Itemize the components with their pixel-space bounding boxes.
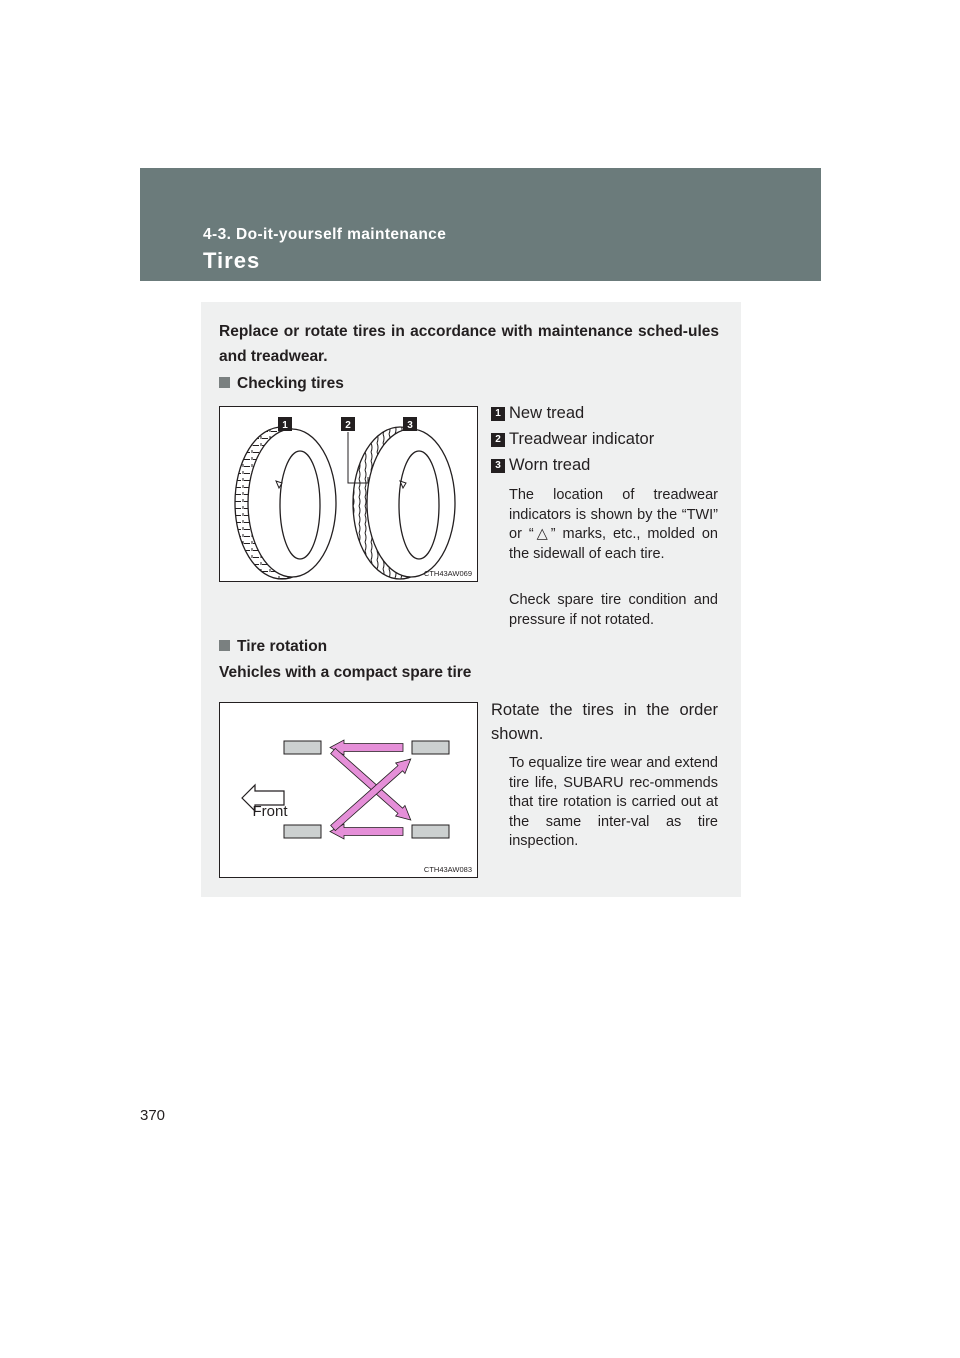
- rotation-figure-code: CTH43AW083: [423, 865, 472, 874]
- callout-2-label: 2: [345, 420, 351, 431]
- callout-2: [341, 417, 355, 431]
- front-left-tire: [284, 741, 321, 754]
- section-label: 4-3. Do-it-yourself maintenance: [203, 226, 447, 243]
- tire-rotation-heading-text: Tire rotation: [237, 638, 328, 655]
- legend-label: Worn tread: [509, 456, 591, 474]
- square-bullet-icon: [219, 377, 230, 388]
- compact-spare-subheading: Vehicles with a compact spare tire: [219, 664, 472, 681]
- checking-tires-heading: [219, 375, 344, 393]
- square-bullet-icon: [219, 640, 230, 651]
- treadwear-note: The location of treadwear indicators is shown by the “TWI” or “△” marks, etc., molded on the sidewall of each tire.: [509, 487, 718, 562]
- intro-text: Replace or rotate tires in accordance with maintenance sched-ules and treadwear.: [219, 323, 719, 365]
- tire-rotation-figure: [219, 702, 478, 878]
- callout-3: [403, 417, 417, 431]
- legend-item-new-tread: [491, 404, 584, 423]
- rotation-diagram: [220, 703, 477, 877]
- tire-figure-code: CTH43AW069: [423, 569, 472, 578]
- front-right-tire: [284, 825, 321, 838]
- callout-1-label: 1: [282, 420, 288, 431]
- tire-tread-figure: [219, 406, 478, 582]
- rear-to-front-arrow-bottom: [330, 824, 403, 839]
- checking-tires-heading-text: Checking tires: [237, 375, 344, 392]
- callout-3-label: 3: [407, 420, 413, 431]
- number-3-icon: 3: [491, 459, 505, 473]
- rotation-instruction: Rotate the tires in the order shown.: [491, 701, 718, 743]
- header-band: [140, 168, 821, 281]
- rear-left-tire: [412, 741, 449, 754]
- legend-label: New tread: [509, 404, 585, 422]
- legend-label: Treadwear indicator: [509, 430, 655, 448]
- spare-tire-note: Check spare tire condition and pressure if not rotated.: [509, 592, 718, 628]
- number-1-icon: 1: [491, 407, 505, 421]
- rotation-arrows: [328, 740, 415, 839]
- rotation-note: To equalize tire wear and extend tire life, SUBARU rec-ommends that tire rotation is carried out at the same inter-val as tire inspection.: [509, 755, 718, 849]
- page-number: 370: [140, 1107, 166, 1124]
- page-title: Tires: [203, 248, 261, 273]
- legend-item-worn-tread: [491, 456, 590, 475]
- rear-to-front-arrow-top: [330, 740, 403, 755]
- rear-right-tire: [412, 825, 449, 838]
- front-label: Front: [252, 803, 288, 820]
- callout-1: [278, 417, 292, 431]
- number-2-icon: 2: [491, 433, 505, 447]
- diagonal-arrow-down: [328, 746, 415, 826]
- tire-rotation-heading: [219, 638, 327, 656]
- legend-item-treadwear-indicator: [491, 430, 654, 449]
- tire-illustration: [220, 407, 477, 581]
- diagonal-arrow-up: [328, 754, 415, 834]
